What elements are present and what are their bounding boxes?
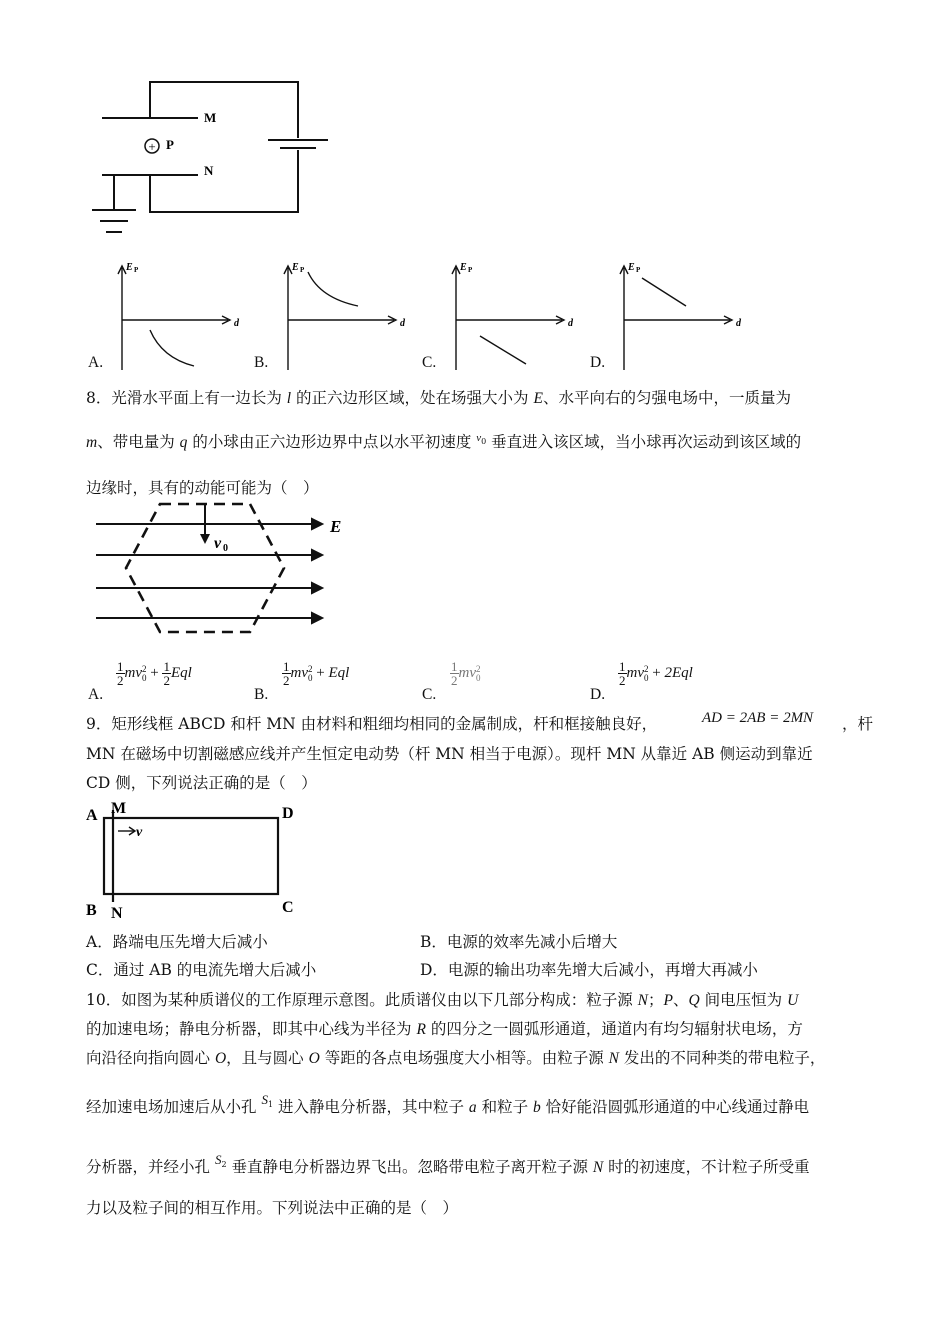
label-m: M bbox=[204, 110, 217, 125]
ep-graph-c bbox=[440, 258, 580, 374]
axis-x-label: d bbox=[400, 318, 405, 329]
q9-option-d[interactable]: D．电源的输出功率先增大后减小，再增大再减小 bbox=[420, 961, 758, 979]
option-formula: $\frac{1}{2}$ mv 2 0 bbox=[451, 659, 481, 688]
capacitor-circuit-figure bbox=[80, 70, 340, 240]
label-e: E bbox=[330, 517, 342, 536]
q10-stem-line-4: 经加速电场加速后从小孔 $^{S1}$ 进入静电分析器，其中粒子 a 和粒子 b 恰好能沿圆弧形通道的中心线通过静电 bbox=[86, 1092, 810, 1116]
q10-stem-line-5: 分析器，并经小孔 $^{S2}$ 垂直静电分析器边界飞出。忽略带电粒子离开粒子源 N 时的初速度，不计粒子所受重 bbox=[86, 1152, 810, 1176]
q8-stem-line-1: 8．光滑水平面上有一边长为 l 的正六边形区域，处在场强大小为 E、水平向右的匀强电场中，一质量为 bbox=[86, 389, 791, 407]
axis-y-sub: P bbox=[468, 266, 473, 274]
hexagon-field-figure bbox=[90, 500, 360, 640]
axis-y-sub: P bbox=[300, 266, 305, 274]
q8-stem-line-3: 边缘时，具有的动能可能为（ ） bbox=[86, 479, 319, 497]
option-letter: B. bbox=[254, 686, 269, 703]
axis-x-label: d bbox=[234, 318, 239, 329]
option-letter: A. bbox=[88, 354, 104, 371]
ep-graph-b bbox=[272, 258, 412, 374]
q10-stem-line-6: 力以及粒子间的相互作用。下列说法中正确的是（ ） bbox=[86, 1199, 459, 1217]
label-p: P bbox=[166, 137, 174, 152]
q9-formula: AD = 2AB = 2MN bbox=[702, 710, 814, 726]
label-d: D bbox=[282, 805, 294, 822]
q9-option-a[interactable]: A．路端电压先增大后减小 bbox=[86, 933, 268, 951]
axis-y-label: E bbox=[126, 262, 133, 273]
axis-y-sub: P bbox=[636, 266, 641, 274]
q10-stem-line-1: 10．如图为某种质谱仪的工作原理示意图。此质谱仪由以下几部分构成：粒子源 N；P、Q 间电压恒为 U bbox=[86, 991, 799, 1009]
q10-stem-line-2: 的加速电场；静电分析器，即其中心线为半径为 R 的四分之一圆弧形通道，通道内有均匀辐射状电场，方 bbox=[86, 1020, 803, 1038]
option-letter: D. bbox=[590, 686, 606, 703]
rectangle-frame-figure bbox=[84, 796, 304, 922]
option-letter: A. bbox=[88, 686, 104, 703]
option-letter: C. bbox=[422, 354, 437, 371]
option-formula: $\frac{1}{2}$ mv 2 0 + 2Eql bbox=[619, 659, 693, 688]
option-formula: $\frac{1}{2}$ mv 2 0 + Eql bbox=[283, 659, 350, 688]
q9-option-c[interactable]: C．通过 AB 的电流先增大后减小 bbox=[86, 961, 317, 979]
label-m: M bbox=[111, 800, 127, 817]
label-a: A bbox=[86, 807, 98, 824]
q9-stem-line-2: MN 在磁场中切割磁感应线并产生恒定电动势（杆 MN 相当于电源）。现杆 MN 从靠近 AB 侧运动到靠近 bbox=[86, 745, 813, 763]
label-v0: v bbox=[214, 535, 222, 552]
axis-y-label: E bbox=[628, 262, 635, 273]
axis-y-label: E bbox=[460, 262, 467, 273]
q10-stem-line-3: 向沿径向指向圆心 O，且与圆心 O 等距的各点电场强度大小相等。由粒子源 N 发出的不同种类的带电粒子， bbox=[86, 1049, 826, 1067]
q9-formula-tail: ，杆 bbox=[842, 715, 874, 733]
axis-x-label: d bbox=[736, 318, 741, 329]
label-b: B bbox=[86, 902, 97, 919]
label-n: N bbox=[111, 905, 123, 922]
q7-option-d[interactable] bbox=[588, 258, 748, 374]
label-n: N bbox=[204, 163, 214, 178]
label-c: C bbox=[282, 899, 294, 916]
q7-option-b[interactable] bbox=[252, 258, 412, 374]
axis-y-sub: P bbox=[134, 266, 139, 274]
q9-stem-line-3: CD 侧，下列说法正确的是（ ） bbox=[86, 774, 317, 792]
option-letter: B. bbox=[254, 354, 269, 371]
q7-option-a[interactable] bbox=[86, 258, 246, 374]
label-v: v bbox=[136, 825, 143, 840]
option-formula: $\frac{1}{2}$ mv 2 0 + $\frac{1}{2}$ Eql bbox=[117, 659, 192, 688]
option-letter: C. bbox=[422, 686, 437, 703]
q8-stem-line-2: m、带电量为 q 的小球由正六边形边界中点以水平初速度 $^v$0 垂直进入该区域，当小球再次运动到该区域的 bbox=[86, 432, 802, 451]
q9-option-b[interactable]: B．电源的效率先减小后增大 bbox=[420, 933, 618, 951]
label-v0-sub: 0 bbox=[223, 543, 228, 554]
option-letter: D. bbox=[590, 354, 606, 371]
plus-sign: + bbox=[148, 139, 156, 154]
axis-y-label: E bbox=[292, 262, 299, 273]
ep-graph-d bbox=[608, 258, 748, 374]
q9-stem-line-1: 9．矩形线框 ABCD 和杆 MN 由材料和粗细均相同的金属制成，杆和框接触良好， bbox=[86, 715, 658, 733]
axis-x-label: d bbox=[568, 318, 573, 329]
ep-graph-a bbox=[106, 258, 246, 374]
q7-option-c[interactable] bbox=[420, 258, 580, 374]
